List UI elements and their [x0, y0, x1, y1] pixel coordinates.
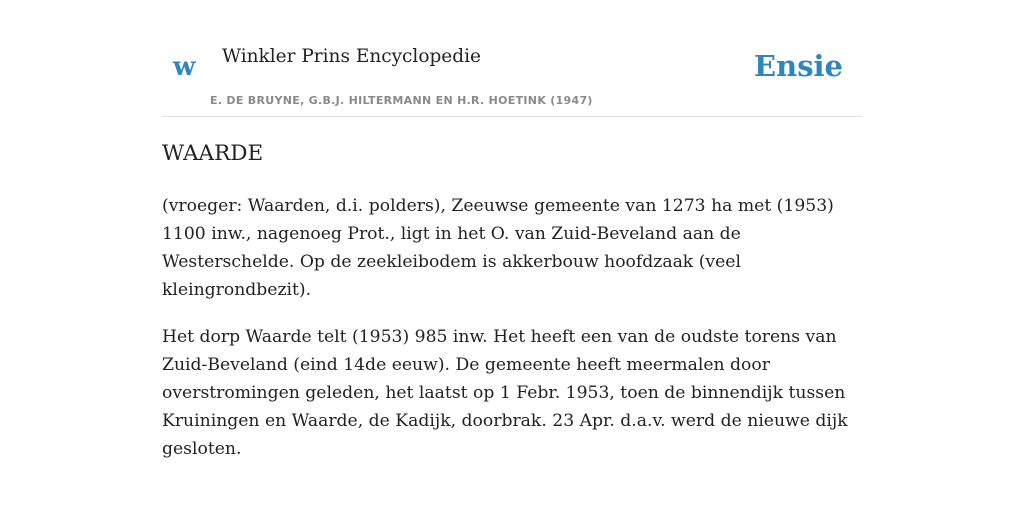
article-title: WAARDE	[162, 141, 264, 166]
source-logo-icon[interactable]: w	[173, 52, 196, 82]
article-body	[162, 192, 862, 482]
article-paragraph: (vroeger: Waarden, d.i. polders), Zeeuwse gemeente van 1273 ha met (1953) 1100 inw., nagenoeg Prot., ligt in het O. van Zuid-Beveland aan de Westerschelde. Op de zeekleibodem is akkerbouw hoofdzaak (veel kleingrondbezit).	[162, 196, 834, 300]
source-header	[162, 36, 862, 117]
source-authors: E. DE BRUYNE, G.B.J. HILTERMANN EN H.R. HOETINK (1947)	[210, 94, 593, 107]
ensie-logo-link[interactable]: Ensie	[754, 49, 843, 83]
article-paragraph: Het dorp Waarde telt (1953) 985 inw. Het heeft een van de oudste torens van Zuid-Beveland (eind 14de eeuw). De gemeente heeft meermalen door overstromingen geleden, het laatst op 1 Febr. 1953, toen de binnendijk tussen Kruiningen en Waarde, de Kadijk, doorbrak. 23 Apr. d.a.v. werd de nieuwe dijk gesloten.	[162, 327, 848, 459]
source-title-link[interactable]: Winkler Prins Encyclopedie	[222, 46, 481, 67]
